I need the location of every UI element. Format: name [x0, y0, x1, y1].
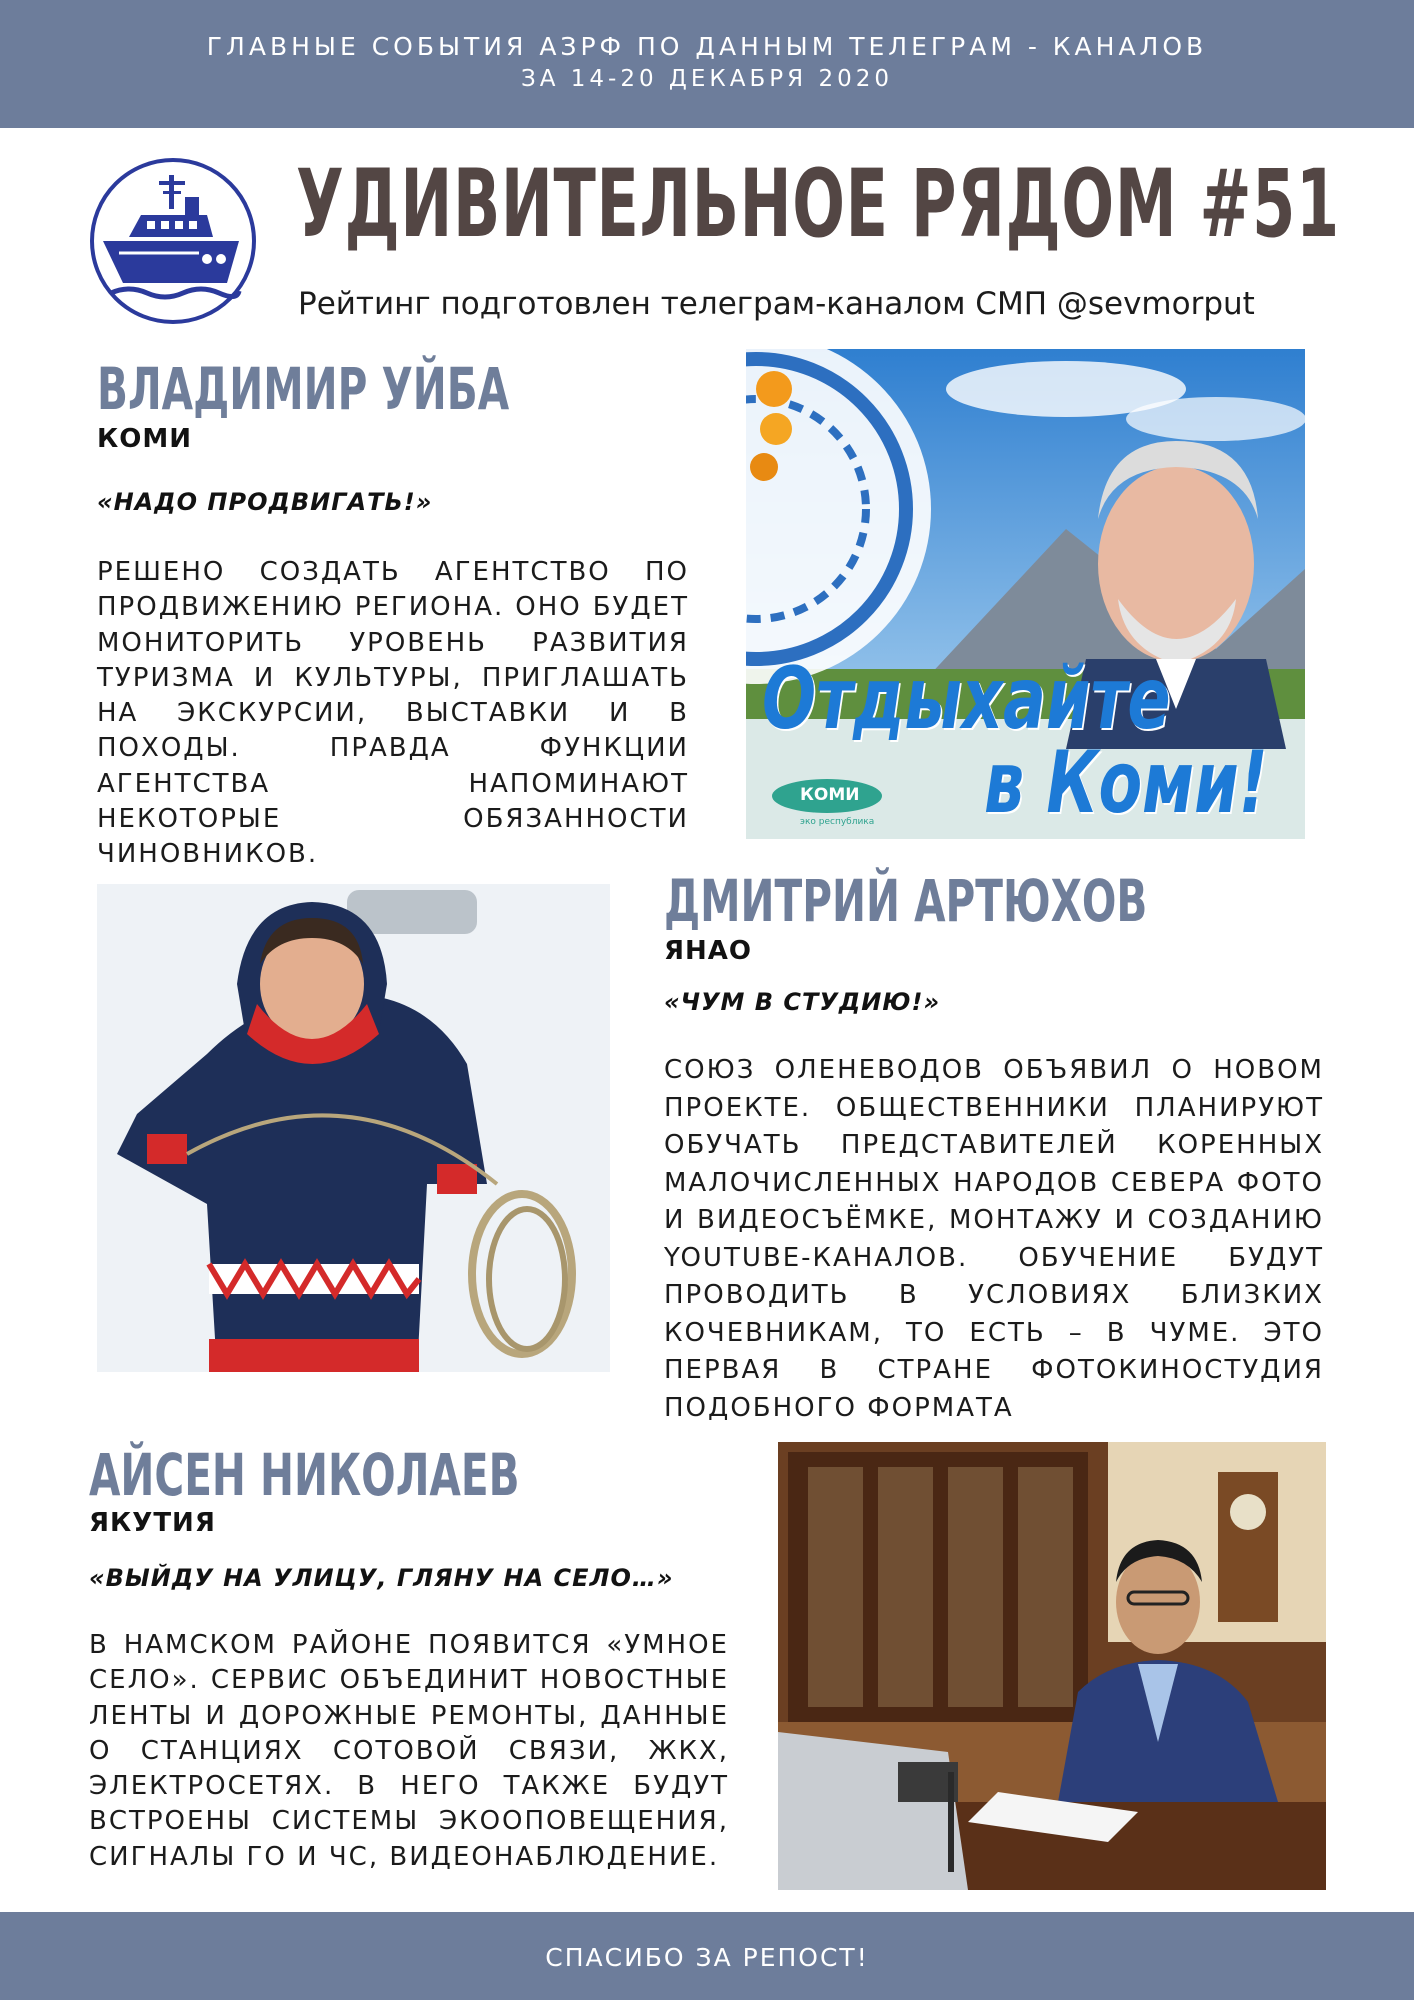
article-1-region: КОМИ — [97, 424, 192, 454]
poster-headline-2: в Коми! — [984, 733, 1268, 833]
article-2-text: СОЮЗ ОЛЕНЕВОДОВ ОБЪЯВИЛ О НОВОМ ПРОЕКТЕ. ОБЩЕСТВЕННИКИ ПЛАНИРУЮТ ОБУЧАТЬ ПРЕДСТАВИТЕЛЕЙ КОРЕННЫХ МАЛОЧИСЛЕННЫХ НАРОДОВ СЕВЕРА ФОТО И ВИДЕОСЪЁМКЕ, МОНТАЖУ И СОЗДАНИЮ YOUTUBE-КАНАЛОВ. ОБУЧЕНИЕ БУДУТ ПРОВОДИТЬ В УСЛОВИЯХ БЛИЗКИХ КОЧЕВНИКАМ, ТО ЕСТЬ – В ЧУМЕ. ЭТО ПЕРВАЯ В СТРАНЕ ФОТОКИНОСТУДИЯ ПОДОБНОГО ФОРМАТА — [664, 1055, 1324, 1423]
header-line-1: ГЛАВНЫЕ СОБЫТИЯ АЗРФ ПО ДАННЫМ ТЕЛЕГРАМ - КАНАЛОВ — [206, 32, 1208, 61]
icebreaker-ship-icon — [89, 157, 257, 325]
article-3-name: АЙСЕН НИКОЛАЕВ — [89, 1441, 520, 1509]
article-3-quote: «ВЫЙДУ НА УЛИЦУ, ГЛЯНУ НА СЕЛО…» — [89, 1564, 674, 1592]
article-1-name: ВЛАДИМИР УЙБА — [97, 355, 510, 423]
article-2-quote: «ЧУМ В СТУДИЮ!» — [664, 988, 941, 1016]
poster-brand: КОМИ — [800, 785, 860, 805]
article-2-name: ДМИТРИЙ АРТЮХОВ — [664, 867, 1148, 935]
page-subtitle: Рейтинг подготовлен телеграм-каналом СМП @sevmorput — [298, 286, 1255, 322]
header-line-2: ЗА 14-20 ДЕКАБРЯ 2020 — [521, 66, 893, 92]
footer-bar — [0, 1912, 1414, 2000]
article-1-quote: «НАДО ПРОДВИГАТЬ!» — [97, 488, 433, 516]
article-1-text: РЕШЕНО СОЗДАТЬ АГЕНТСТВО ПО ПРОДВИЖЕНИЮ РЕГИОНА. ОНО БУДЕТ МОНИТОРИТЬ УРОВЕНЬ РАЗВИТИЯ ТУРИЗМА И КУЛЬТУРЫ, ПРИГЛАШАТЬ НА ЭКСКУРСИИ, ВЫСТАВКИ И В ПОХОДЫ. ПРАВДА ФУНКЦИИ АГЕНТСТВА НАПОМИНАЮТ НЕКОТОРЫЕ ОБЯЗАННОСТИ ЧИНОВНИКОВ. — [97, 557, 689, 870]
artyukhov-photo — [97, 884, 610, 1372]
komi-poster-image — [746, 349, 1305, 839]
page-title: УДИВИТЕЛЬНОЕ РЯДОМ #51 — [296, 150, 1340, 259]
footer-text: СПАСИБО ЗА РЕПОСТ! — [545, 1943, 869, 1972]
article-3-text: В НАМСКОМ РАЙОНЕ ПОЯВИТСЯ «УМНОЕ СЕЛО». СЕРВИС ОБЪЕДИНИТ НОВОСТНЫЕ ЛЕНТЫ И ДОРОЖНЫЕ РЕМОНТЫ, ДАННЫЕ О СТАНЦИЯХ СОТОВОЙ СВЯЗИ, ЖКХ, ЭЛЕКТРОСЕТЯХ. В НЕГО ТАКЖЕ БУДУТ ВСТРОЕНЫ СИСТЕМЫ ЭКООПОВЕЩЕНИЯ, СИГНАЛЫ ГО И ЧС, ВИДЕОНАБЛЮДЕНИЕ. — [89, 1630, 729, 1872]
article-2-region: ЯНАО — [664, 936, 753, 966]
nikolaev-photo — [778, 1442, 1326, 1890]
article-3-region: ЯКУТИЯ — [89, 1508, 216, 1538]
poster-headline-1: Отдыхайте — [762, 649, 1171, 749]
header-bar — [0, 0, 1414, 128]
poster-brand-sub: эко республика — [800, 817, 875, 827]
